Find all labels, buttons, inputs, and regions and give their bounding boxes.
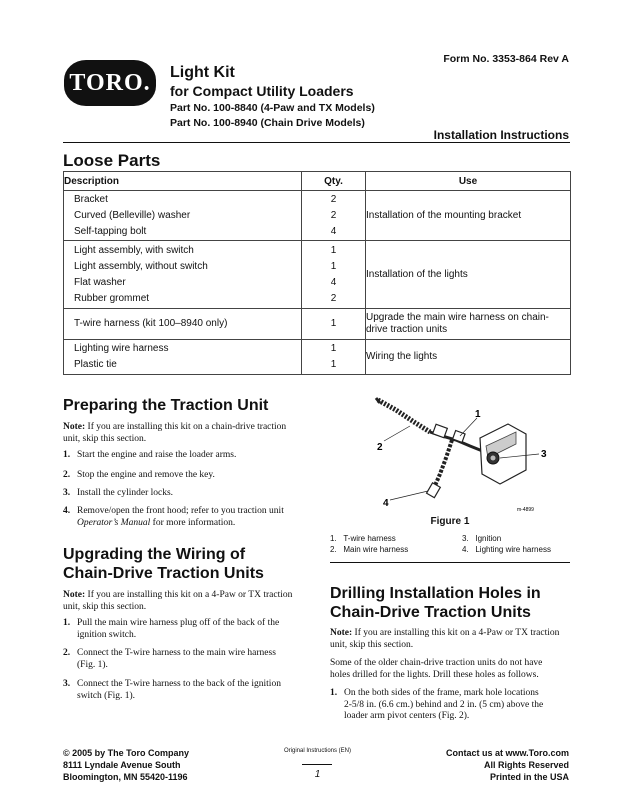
list-item (63, 488, 313, 500)
header-divider (63, 142, 570, 143)
step-number: 2. (63, 648, 71, 658)
ignition-panel (480, 424, 526, 484)
figure-divider (330, 562, 570, 563)
part-item: Flat washer (74, 276, 126, 288)
legend-item (330, 534, 396, 543)
legend-num: 4. (462, 545, 469, 554)
upgrading-heading-line2: Chain-Drive Traction Units (63, 565, 264, 582)
legend-num: 3. (462, 534, 469, 543)
main-wire-harness (378, 400, 430, 432)
table-row (64, 191, 571, 241)
legend-item (462, 545, 551, 554)
step-text: Start the engine and raise the loader arms. (77, 450, 237, 460)
paragraph-line: Some of the older chain-drive traction units do not have (330, 658, 543, 668)
list-item (63, 470, 313, 482)
part-item: Light assembly, without switch (74, 260, 208, 272)
step-number: 4. (63, 506, 71, 516)
note-text: If you are installing this kit on a 4-Paw or TX traction unit, skip this section. (330, 628, 560, 650)
loose-parts-heading: Loose Parts (63, 151, 161, 170)
note-label: Note: (330, 628, 353, 638)
page-rule (302, 764, 332, 765)
step-text: Stop the engine and remove the key. (77, 470, 215, 480)
figure-title: Figure 1 (430, 516, 470, 527)
step-text: Install the cylinder locks. (77, 488, 174, 498)
use-cell: Installation of the mounting bracket (366, 191, 571, 241)
step-number: 3. (63, 679, 71, 689)
qty-cell (302, 309, 366, 340)
part-qty: 1 (330, 244, 337, 256)
part-item: T-wire harness (kit 100–8940 only) (74, 318, 228, 329)
logo-text: TORO. (69, 69, 151, 96)
part-qty: 2 (330, 209, 337, 221)
qty-cell (302, 241, 366, 309)
step-number: 2. (63, 470, 71, 480)
upgrading-heading (63, 545, 264, 583)
desc-cell (64, 340, 302, 375)
table-row (64, 309, 571, 340)
contact-link: Contact us at www.Toro.com (445, 748, 569, 758)
figure-1-illustration (330, 388, 570, 516)
step-number: 1. (330, 688, 338, 698)
note-text: If you are installing this kit on a chain-drive traction unit, skip this section. (63, 422, 287, 444)
doc-subtitle: for Compact Utility Loaders (170, 83, 354, 99)
legend-label: Lighting wire harness (475, 545, 551, 554)
step-text: Connect the T-wire harness to the back of the ignition (77, 679, 281, 689)
note-text: If you are installing this kit on a 4-Paw or TX traction unit, skip this section. (63, 590, 293, 612)
list-item (63, 618, 313, 642)
step-text: On the both sides of the frame, mark hole locations (344, 688, 539, 698)
use-cell: Installation of the lights (366, 241, 571, 309)
upgrading-note (63, 590, 303, 613)
step-text-cont: ignition switch. (77, 629, 137, 640)
figure-ref: m-4899 (517, 507, 534, 513)
part-item: Rubber grommet (74, 292, 150, 304)
part-qty: 1 (330, 318, 337, 329)
desc-cell (64, 191, 302, 241)
step-text: Remove/open the front hood; refer to you traction unit (77, 506, 284, 516)
drilling-heading (330, 584, 541, 622)
manual-reference: Operator’s Manual (77, 517, 151, 528)
step-number: 1. (63, 618, 71, 628)
copyright: © 2005 by The Toro Company (63, 748, 189, 758)
list-item (63, 450, 313, 462)
toro-logo (64, 60, 156, 106)
note-label: Note: (63, 590, 86, 600)
part-item: Self-tapping bolt (74, 225, 147, 237)
list-item (63, 648, 313, 672)
qty-cell (302, 340, 366, 375)
callout-1: 1 (475, 409, 481, 420)
step-text: Pull the main wire harness plug off of the back of the (77, 618, 280, 628)
paragraph-line: holes drilled for the lights. Drill these holes as follows. (330, 669, 539, 680)
table-header-row (64, 172, 571, 191)
form-number: Form No. 3353-864 Rev A (443, 53, 569, 65)
footer-left (63, 747, 189, 783)
address-line: Bloomington, MN 55420-1196 (63, 772, 188, 782)
part-number-2: Part No. 100-8940 (Chain Drive Models) (170, 117, 365, 129)
page-number: 1 (314, 769, 321, 780)
list-item (63, 679, 313, 703)
legend-label: Ignition (475, 534, 502, 543)
list-item (63, 506, 313, 530)
connector (433, 424, 448, 438)
desc-cell (64, 309, 302, 340)
step-number: 1. (63, 450, 71, 460)
part-item: Plastic tie (74, 359, 117, 370)
use-cell: Upgrade the main wire harness on chain-drive traction units (366, 309, 571, 340)
use-cell: Wiring the lights (366, 340, 571, 375)
legend-item (462, 534, 501, 543)
doc-type: Installation Instructions (433, 128, 569, 142)
list-item (330, 688, 575, 724)
preparing-heading: Preparing the Traction Unit (63, 397, 269, 414)
doc-title: Light Kit (170, 64, 235, 81)
part-qty: 1 (330, 359, 337, 370)
printed: Printed in the USA (489, 772, 569, 782)
table-row (64, 340, 571, 375)
table-row (64, 241, 571, 309)
lighting-wire-harness (434, 440, 452, 488)
rights: All Rights Reserved (483, 760, 569, 770)
step-text-cont (77, 518, 235, 530)
part-qty: 1 (330, 343, 337, 354)
col-qty: Qty. (302, 172, 366, 191)
callout-3: 3 (541, 449, 547, 460)
callout-4: 4 (383, 498, 389, 509)
legend-num: 2. (330, 545, 337, 554)
upgrading-heading-line1: Upgrading the Wiring of (63, 546, 246, 563)
legend-item (330, 545, 408, 554)
step-text-cont: 2-5/8 in. (6.6 cm.) behind and 2 in. (5 cm) above the (344, 699, 544, 710)
drilling-note (330, 628, 570, 651)
part-item: Bracket (74, 193, 108, 205)
step-text-cont: switch (Fig. 1). (77, 690, 136, 701)
address-line: 8111 Lyndale Avenue South (63, 760, 181, 770)
drilling-paragraph (330, 658, 575, 681)
original-instructions: Original Instructions (EN) (283, 748, 352, 754)
loose-parts-table (63, 171, 571, 375)
drilling-heading-line1: Drilling Installation Holes in (330, 585, 541, 602)
col-description: Description (64, 172, 302, 191)
legend-label: T-wire harness (343, 534, 396, 543)
part-item: Lighting wire harness (74, 343, 169, 354)
step-text-cont: (Fig. 1). (77, 659, 108, 670)
part-qty: 1 (330, 260, 337, 272)
callout-2: 2 (377, 442, 383, 453)
part-item: Curved (Belleville) washer (74, 209, 191, 221)
part-item: Light assembly, with switch (74, 244, 194, 256)
part-qty: 4 (330, 225, 337, 237)
part-qty: 2 (330, 193, 337, 205)
part-number-1: Part No. 100-8840 (4-Paw and TX Models) (170, 102, 375, 114)
preparing-note (63, 422, 303, 445)
part-qty: 2 (330, 292, 337, 304)
footer-right (446, 747, 569, 783)
step-text: Connect the T-wire harness to the main wire harness (77, 648, 276, 658)
step-text-rest: for more information. (150, 517, 236, 528)
legend-label: Main wire harness (343, 545, 409, 554)
col-use: Use (366, 172, 571, 191)
step-number: 3. (63, 488, 71, 498)
legend-num: 1. (330, 534, 337, 543)
drilling-heading-line2: Chain-Drive Traction Units (330, 604, 531, 621)
part-qty: 4 (330, 276, 337, 288)
note-label: Note: (63, 422, 86, 432)
desc-cell (64, 241, 302, 309)
step-text-cont: loader arm pivot centers (Fig. 2). (344, 711, 470, 721)
qty-cell (302, 191, 366, 241)
lighting-plug (427, 483, 441, 498)
